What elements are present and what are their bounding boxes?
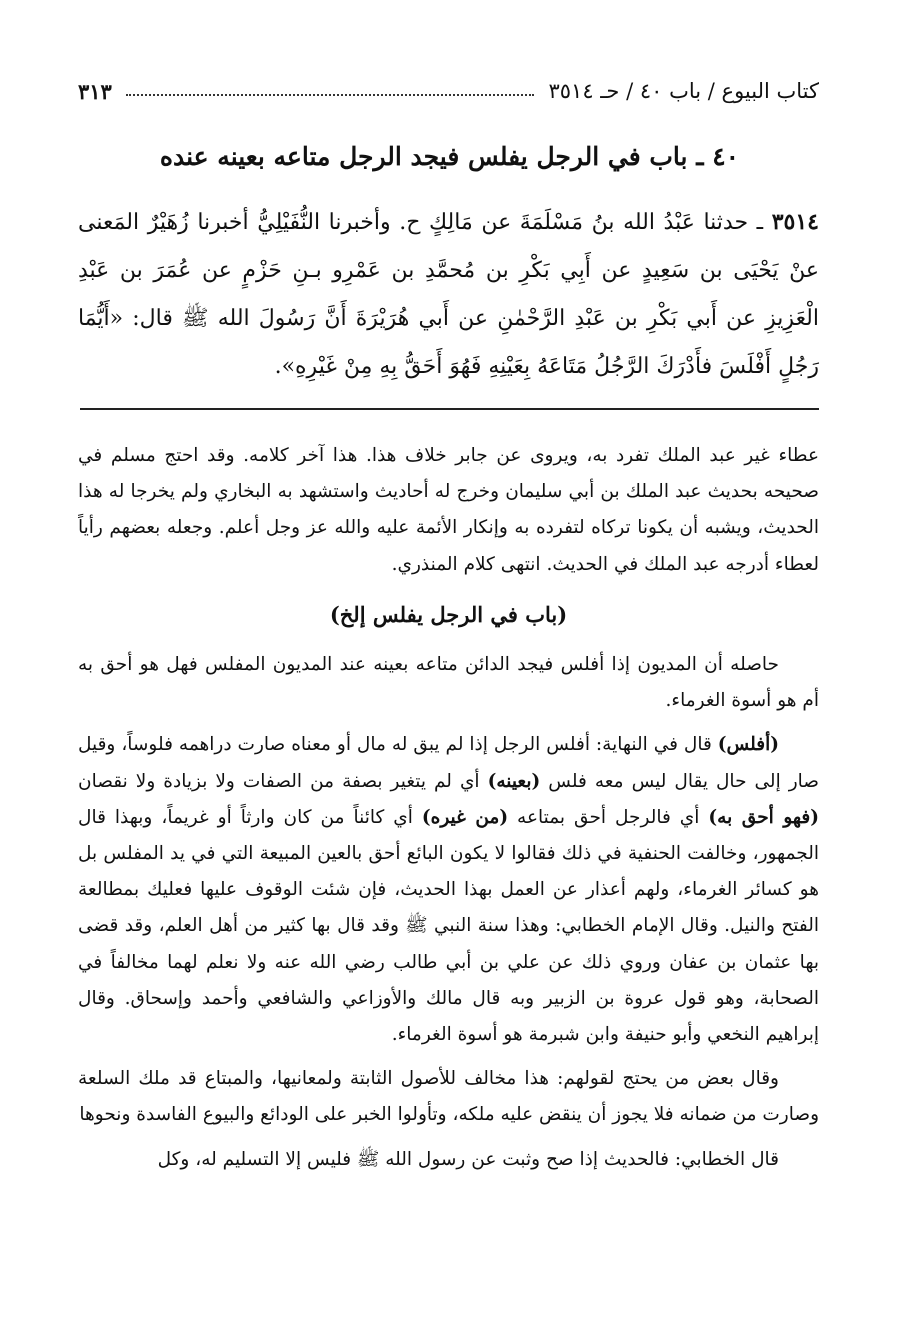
term-fahuwa-ahaqq: (فهو أحق به) xyxy=(708,806,819,828)
commentary-sub-heading: (باب في الرجل يفلس إلخ) xyxy=(329,601,568,627)
hadith-body: ـ حدثنا عَبْدُ الله بنُ مَسْلَمَةَ عن مَالِكٍ ح. وأخبرنا النُّفَيْلِيُّ أخبرنا زُهَيْرٌ المَعنى عنْ يَحْيَى بن سَعِيدٍ عن أَبِي بَكْرِ بن مُحمَّدِ بن عَمْرِو بـنِ حَزْمٍ عن عُمَرَ بن عَبْدِ الْعَزِيزِ عن أَبي بَكْرِ بن عَبْدِ الرَّحْمٰنِ عن أَبي هُرَيْرَةَ أَنَّ رَسُولَ الله ﷺ قال: «أَيُّمَا رَجُلٍ أَفْلَسَ فأَدْرَكَ الرَّجُلُ مَتَاعَهُ بِعَيْنِهِ فَهُوَ أَحَقُّ بِهِ مِنْ غَيْرِهِ». xyxy=(78,210,819,379)
chapter-reference: كتاب البيوع / باب ٤٠ / حـ ٣٥١٤ xyxy=(548,79,819,103)
hadith-number: ٣٥١٤ xyxy=(771,209,819,235)
commentary-paragraph-1: عطاء غير عبد الملك تفرد به، ويروى عن جابر خلاف هذا. هذا آخر كلامه. وقد احتج مسلم في صحيحه بحديث عبد الملك بن أبي سليمان وخرج له أحاديث واستشهد به البخاري ولم يخرجا له هذا الحديث، ويشبه أن يكونا تركاه لتفرده به وإنكار الأئمة عليه والله عز وجل أعلم. وجعله بعضهم رأياً لعطاء أدرجه عبد الملك في الحديث. انتهى كلام المنذري. xyxy=(78,445,819,575)
hadith-text xyxy=(78,198,819,391)
commentary-paragraph-2: حاصله أن المديون إذا أفلس فيجد الدائن متاعه بعينه عند المديون المفلس فهل هو أحق به أم هو أسوة الغرماء. xyxy=(78,654,819,712)
commentary-paragraph-4: وقال بعض من يحتج لقولهم: هذا مخالف للأصول الثابتة ولمعانيها، والمبتاع قد ملك السلعة وصارت من ضمانه فلا يجوز أن ينقض عليه ملكه، وتأولوا الخبر على الودائع والبيوع الفاسدة ونحوها xyxy=(78,1068,819,1126)
dotted-leader xyxy=(126,94,535,96)
bab-heading: ٤٠ ـ باب في الرجل يفلس فيجد الرجل متاعه بعينه عنده xyxy=(159,142,740,171)
commentary xyxy=(78,438,819,1178)
running-header xyxy=(78,74,819,108)
para-3-text-4: أي كائناً من كان وارثاً أو غريماً، وبهذا قال الجمهور، وخالفت الحنفية في ذلك فقالوا لا يكون البائع أحق بالعين المبيعة التي في يد المفلس بل هو كسائر الغرماء، ولهم أعذار عن العمل بهذا الحديث، فإن شئت الوقوف عليها فعليك بمطالعة الفتح والنيل. وقال الإمام الخطابي: وهذا سنة النبي ﷺ وقد قال بها كثير من أهل العلم، وقد قضى بها عثمان بن عفان وروي ذلك عن علي بن أبي طالب رضي الله عنه ولا نعلم لهما مخالفاً في الصحابة، وهو قول عروة بن الزبير وبه قال مالك والأوزاعي والشافعي وأحمد وإسحاق. وقال إبراهيم النخعي وأبو حنيفة وابن شبرمة هو أسوة الغرماء. xyxy=(78,806,819,1046)
commentary-paragraph-5: قال الخطابي: فالحديث إذا صح وثبت عن رسول الله ﷺ فليس إلا التسليم له، وكل xyxy=(157,1148,779,1170)
term-bi-aynihi: (بعينه) xyxy=(487,770,541,792)
para-3-text-1: قال في النهاية: أفلس الرجل إذا لم يبق له مال أو معناه صارت دراهمه فلوساً، وقيل صار إلى حال يقال ليس معه فلس xyxy=(78,734,819,792)
para-3-text-2: أي لم يتغير بصفة من الصفات ولا بزيادة ولا نقصان xyxy=(78,770,488,792)
term-aflas: (أفلس) xyxy=(717,734,779,756)
commentary-paragraph-3 xyxy=(78,727,819,1053)
page-number: ٣١٣ xyxy=(78,78,112,104)
term-min-ghayrihi: (من غيره) xyxy=(421,806,509,828)
footnote-separator xyxy=(80,408,819,410)
para-3-text-3: أي فالرجل أحق بمتاعه xyxy=(508,806,709,828)
